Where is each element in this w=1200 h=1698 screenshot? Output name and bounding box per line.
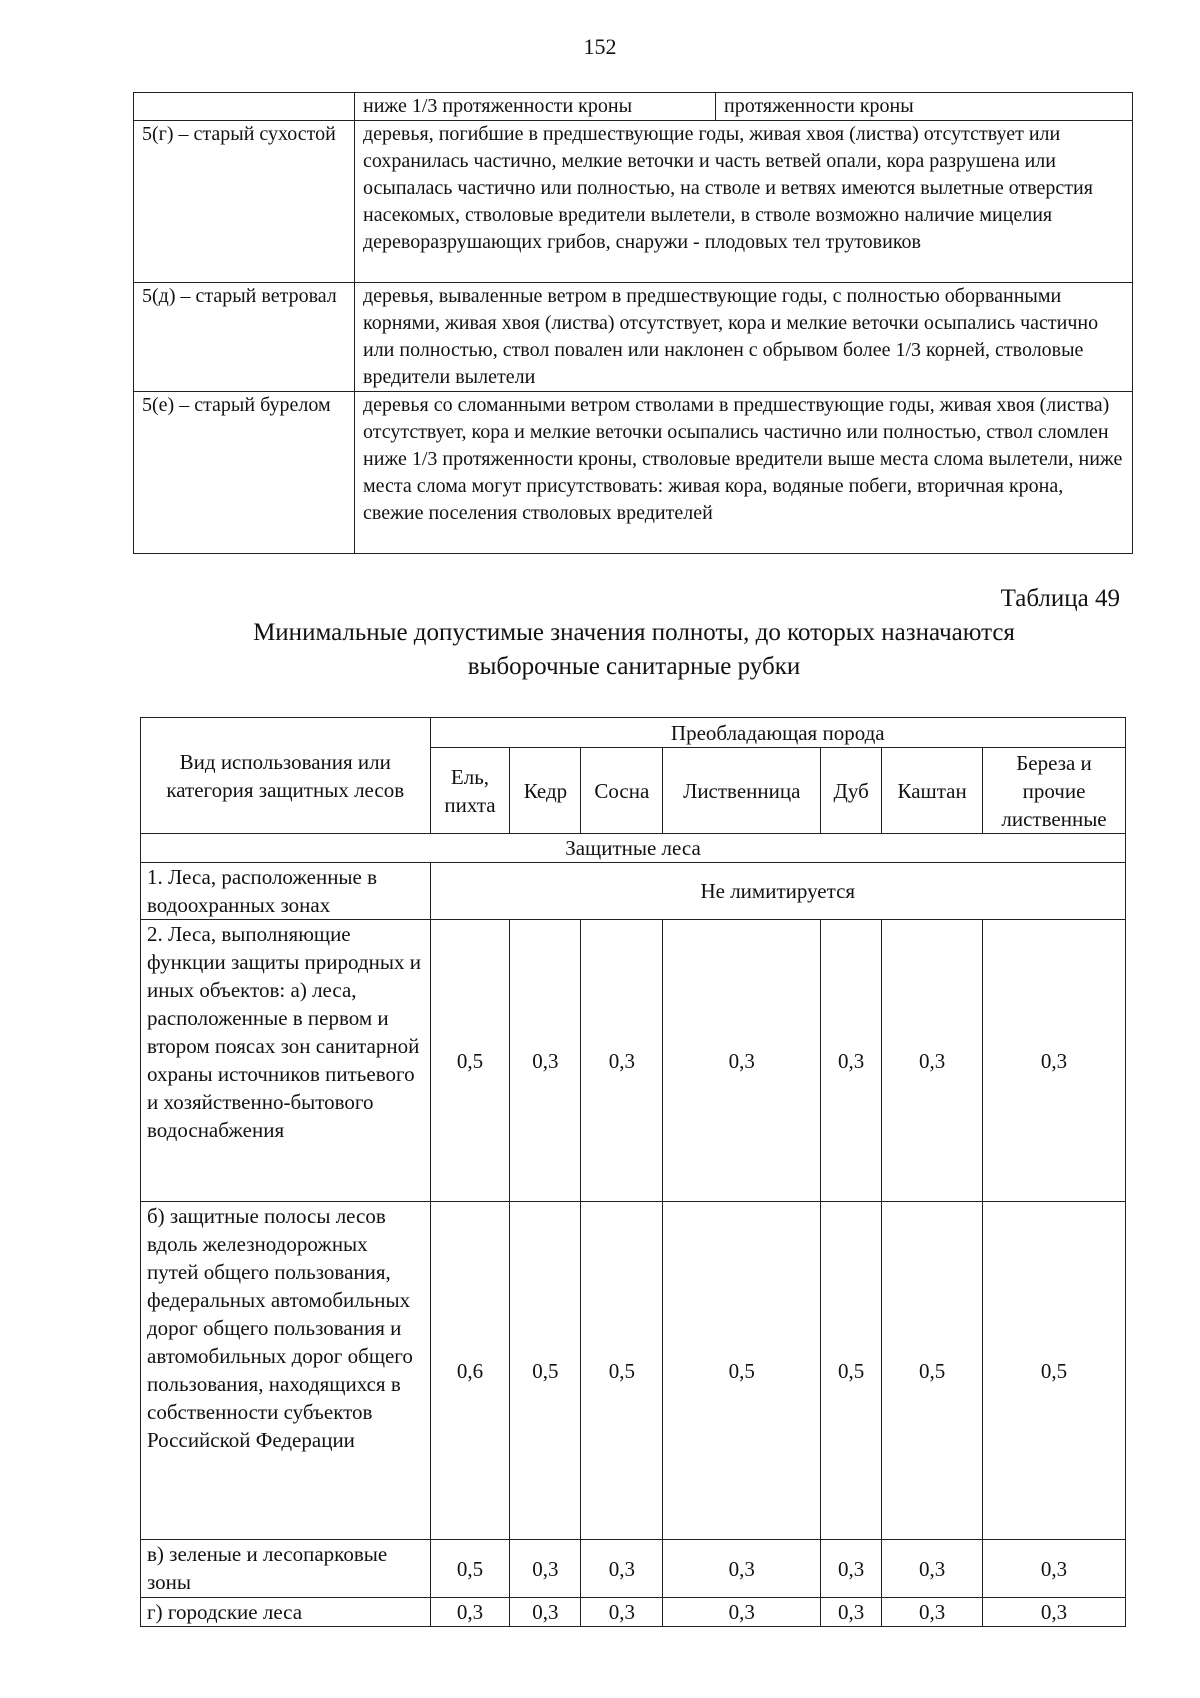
table-row xyxy=(134,93,1133,121)
column-header-usage: Вид использования или категория защитных лесов xyxy=(141,718,431,834)
value-cell: 0,3 xyxy=(882,920,983,1202)
value-cell: 0,3 xyxy=(882,1540,983,1598)
continuation-table xyxy=(133,92,1133,554)
value-cell: 0,3 xyxy=(663,1540,821,1598)
value-cell: 0,5 xyxy=(882,1202,983,1540)
polnota-table xyxy=(140,717,1126,1627)
split-cell-right: протяженности кроны xyxy=(724,95,914,117)
row-label: в) зеленые и лесопарковые зоны xyxy=(141,1540,431,1598)
value-cell: 0,3 xyxy=(821,920,882,1202)
section-header: Защитные леса xyxy=(141,834,1126,863)
column-header-species: Лиственница xyxy=(663,748,821,834)
value-cell: 0,5 xyxy=(581,1202,663,1540)
value-cell: 0,5 xyxy=(983,1202,1126,1540)
category-cell: 5(д) – старый ветровал xyxy=(134,283,355,392)
row-label: 2. Леса, выполняющие функции защиты природных и иных объектов: а) леса, расположенные в первом и втором поясах зон санитарной охраны источников питьевого и хозяйственно-бытового водоснабжения xyxy=(141,920,431,1202)
split-cell-left: ниже 1/3 протяженности кроны xyxy=(363,93,716,120)
value-cell: 0,5 xyxy=(821,1202,882,1540)
table-number: Таблица 49 xyxy=(1000,585,1120,612)
value-cell: 0,5 xyxy=(430,920,510,1202)
table-title-line: выборочные санитарные рубки xyxy=(467,653,801,680)
value-cell: 0,3 xyxy=(581,920,663,1202)
description-cell: деревья, вываленные ветром в предшествующие годы, с полностью оборванными корнями, живая хвоя (листва) отсутствует, кора и мелкие веточки осыпались частично или полностью, ствол повален или наклонен с обрывом более 1/3 корней, стволовые вредители вылетели xyxy=(355,283,1133,392)
category-cell: 5(г) – старый сухостой xyxy=(134,121,355,283)
row-label: г) городские леса xyxy=(141,1598,431,1627)
value-cell: 0,3 xyxy=(663,1598,821,1627)
column-header-species: Сосна xyxy=(581,748,663,834)
table-row xyxy=(134,283,1133,392)
description-cell xyxy=(355,93,1133,121)
column-header-species: Ель, пихта xyxy=(430,748,510,834)
value-cell: 0,3 xyxy=(821,1540,882,1598)
row-label: 1. Леса, расположенные в водоохранных зонах xyxy=(141,863,431,920)
value-cell: 0,3 xyxy=(510,920,581,1202)
column-header-species: Дуб xyxy=(821,748,882,834)
page-number: 152 xyxy=(583,34,617,59)
value-cell: 0,3 xyxy=(430,1598,510,1627)
table-title xyxy=(0,616,1200,684)
category-cell: 5(е) – старый бурелом xyxy=(134,392,355,554)
column-header-species: Каштан xyxy=(882,748,983,834)
value-cell: 0,3 xyxy=(581,1598,663,1627)
value-cell: 0,5 xyxy=(663,1202,821,1540)
value-cell: 0,3 xyxy=(821,1598,882,1627)
value-cell: 0,6 xyxy=(430,1202,510,1540)
column-header-species: Кедр xyxy=(510,748,581,834)
header-row xyxy=(141,718,1126,748)
value-cell: 0,5 xyxy=(430,1540,510,1598)
table-row xyxy=(134,121,1133,283)
table-row xyxy=(141,1202,1126,1540)
column-header-species: Береза и прочие лиственные xyxy=(983,748,1126,834)
value-cell: 0,3 xyxy=(983,920,1126,1202)
merged-value-cell: Не лимитируется xyxy=(430,863,1125,920)
value-cell: 0,5 xyxy=(510,1202,581,1540)
table-row xyxy=(141,863,1126,920)
value-cell: 0,3 xyxy=(510,1540,581,1598)
value-cell: 0,3 xyxy=(663,920,821,1202)
description-cell: деревья со сломанными ветром стволами в предшествующие годы, живая хвоя (листва) отсутствует, кора и мелкие веточки осыпались частично или полностью, ствол сломлен ниже 1/3 протяженности кроны, стволовые вредители выше места слома вылетели, ниже места слома могут присутствовать: живая кора, водяные побеги, вторичная крона, свежие поселения стволовых вредителей xyxy=(355,392,1133,554)
value-cell: 0,3 xyxy=(581,1540,663,1598)
value-cell: 0,3 xyxy=(510,1598,581,1627)
category-cell xyxy=(134,93,355,121)
table-row xyxy=(134,392,1133,554)
value-cell: 0,3 xyxy=(882,1598,983,1627)
table-row xyxy=(141,1540,1126,1598)
table-row xyxy=(141,920,1126,1202)
section-row xyxy=(141,834,1126,863)
description-cell: деревья, погибшие в предшествующие годы, живая хвоя (листва) отсутствует или сохранилась частично, мелкие веточки и часть ветвей опали, кора разрушена или осыпалась частично или полностью, на стволе и ветвях имеются вылетные отверстия насекомых, стволовые вредители вылетели, в стволе возможно наличие мицелия дереворазрушающих грибов, снаружи - плодовых тел трутовиков xyxy=(355,121,1133,283)
column-header-group: Преобладающая порода xyxy=(430,718,1125,748)
value-cell: 0,3 xyxy=(983,1540,1126,1598)
table-row xyxy=(141,1598,1126,1627)
value-cell: 0,3 xyxy=(983,1598,1126,1627)
row-label: б) защитные полосы лесов вдоль железнодорожных путей общего пользования, федеральных автомобильных дорог общего пользования и автомобильных дорог общего пользования, находящихся в собственности субъектов Российской Федерации xyxy=(141,1202,431,1540)
table-title-line: Минимальные допустимые значения полноты, до которых назначаются xyxy=(253,619,1015,646)
